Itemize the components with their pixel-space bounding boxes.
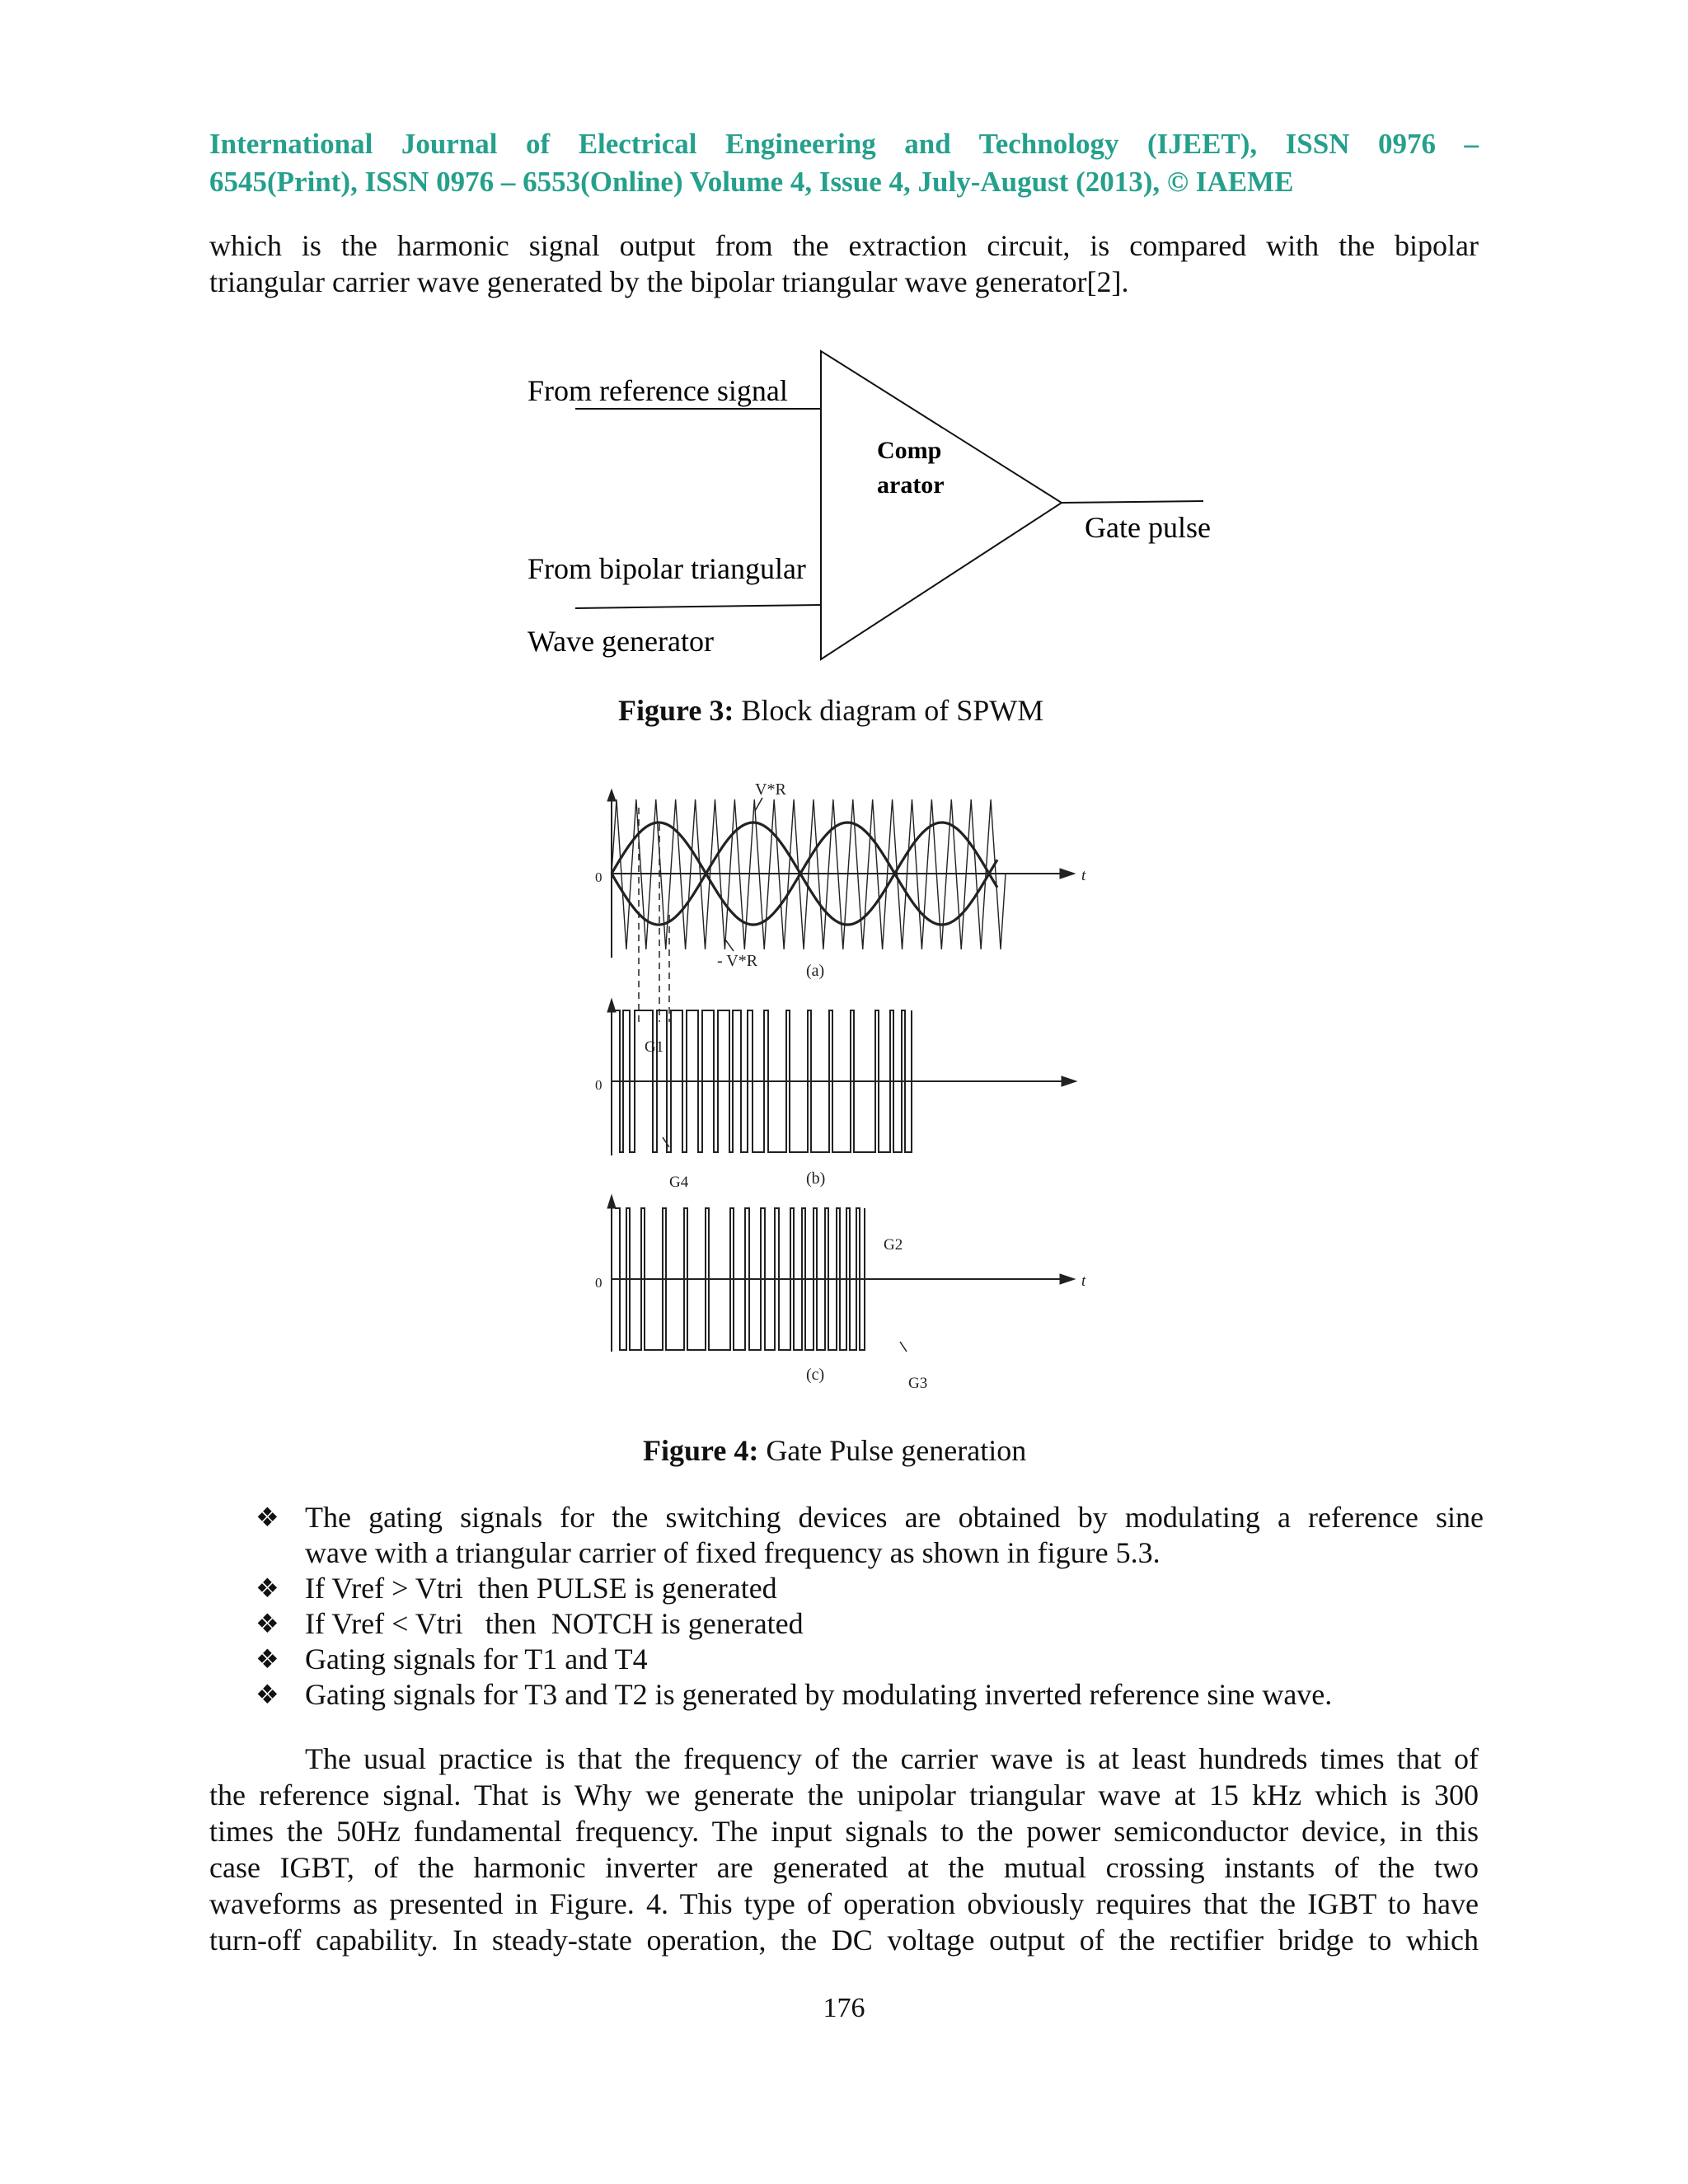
figure-4-caption <box>643 1432 1026 1469</box>
intro-paragraph <box>209 227 1479 300</box>
panel-c-time-arrow <box>1060 1274 1075 1284</box>
diamond-bullet-icon: ❖ <box>256 1573 279 1603</box>
label-g4: G4 <box>669 1174 689 1191</box>
body-paragraph <box>209 1741 1479 1958</box>
label-g1: G1 <box>645 1038 664 1056</box>
figure-3-block-diagram <box>495 338 1236 684</box>
body-line-6: turn-off capability. In steady-state operation, the DC voltage output of the rectifier bridge to which <box>209 1924 1479 1957</box>
bipolar-triangular-label: From bipolar triangular <box>528 552 806 585</box>
bullet-1-line-1: The gating signals for the switching devices are obtained by modulating a reference sine <box>305 1501 1484 1534</box>
label-panel-a: (a) <box>806 962 825 980</box>
panel-b-time-arrow <box>1062 1076 1076 1086</box>
bullet-4-text: Gating signals for T1 and T4 <box>305 1643 648 1675</box>
journal-header <box>209 125 1479 201</box>
list-item <box>256 1571 1484 1606</box>
label-t-c: t <box>1081 1272 1086 1290</box>
body-line-5: waveforms as presented in Figure. 4. This type of operation obviously requires that the IGBT to have <box>209 1887 1479 1920</box>
figure-3-caption <box>618 692 1043 729</box>
figure-3-caption-text: Block diagram of SPWM <box>734 694 1044 727</box>
intro-line-2: triangular carrier wave generated by the bipolar triangular wave generator[2]. <box>209 265 1129 298</box>
label-neg-vr: - V*R <box>717 952 758 970</box>
figure-3-caption-label: Figure 3: <box>618 694 734 727</box>
page-number: 176 <box>823 1993 865 2023</box>
panel-c-vertical-arrow <box>607 1195 616 1208</box>
list-item <box>256 1677 1484 1713</box>
list-item <box>256 1606 1484 1642</box>
bullet-3-text: If Vref < Vtri then NOTCH is generated <box>305 1607 804 1640</box>
figure-4-caption-label: Figure 4: <box>643 1434 759 1467</box>
gate-pulse-output-line <box>1062 501 1203 503</box>
diamond-bullet-icon: ❖ <box>256 1644 279 1674</box>
comparator-triangle <box>821 351 1062 659</box>
label-panel-c: (c) <box>806 1366 825 1384</box>
diamond-bullet-icon: ❖ <box>256 1680 279 1709</box>
list-item <box>256 1642 1484 1677</box>
label-panel-b: (b) <box>806 1169 826 1188</box>
body-line-1: The usual practice is that the frequency of the carrier wave is at least hundreds times that of <box>305 1742 1479 1775</box>
diamond-bullet-icon: ❖ <box>256 1502 279 1532</box>
label-vr: V*R <box>755 780 786 799</box>
body-line-3: times the 50Hz fundamental frequency. The input signals to the power semiconductor device, in this <box>209 1815 1479 1848</box>
label-zero-a: 0 <box>595 869 603 885</box>
intro-line-1: which is the harmonic signal output from the extraction circuit, is compared with the bipolar <box>209 229 1479 262</box>
comparator-label-2: arator <box>877 471 945 499</box>
journal-header-line2: 6545(Print), ISSN 0976 – 6553(Online) Volume 4, Issue 4, July-August (2013), © IAEME <box>209 166 1294 198</box>
label-zero-c: 0 <box>595 1275 603 1291</box>
list-item <box>256 1500 1484 1571</box>
neg-vr-pointer <box>725 940 734 951</box>
body-line-2: the reference signal. That is Why we generate the unipolar triangular wave at 15 kHz which is 300 <box>209 1779 1479 1811</box>
label-zero-b: 0 <box>595 1077 603 1093</box>
panel-a-vertical-arrow <box>607 790 616 801</box>
label-g3: G3 <box>908 1375 928 1392</box>
vr-pointer <box>755 798 762 811</box>
diamond-bullet-icon: ❖ <box>256 1609 279 1638</box>
panel-a-time-arrow <box>1060 869 1075 879</box>
label-t-a: t <box>1081 867 1086 884</box>
bullet-5-text: Gating signals for T3 and T2 is generated by modulating inverted reference sine wave. <box>305 1678 1333 1711</box>
body-line-4: case IGBT, of the harmonic inverter are generated at the mutual crossing instants of the two <box>209 1851 1479 1884</box>
label-g2: G2 <box>884 1236 903 1254</box>
triangular-input-line <box>575 605 821 608</box>
reference-signal-label: From reference signal <box>528 374 788 407</box>
gate-pulse-label: Gate pulse <box>1085 511 1211 544</box>
bullet-list <box>256 1500 1484 1713</box>
wave-generator-label: Wave generator <box>528 625 714 658</box>
g3-pointer <box>900 1342 907 1352</box>
bullet-1-line-2: wave with a triangular carrier of fixed frequency as shown in figure 5.3. <box>305 1536 1160 1569</box>
figure-4-waveforms <box>593 775 1104 1401</box>
journal-header-line1: International Journal of Electrical Engineering and Technology (IJEET), ISSN 0976 – <box>209 128 1479 160</box>
figure-4-caption-text: Gate Pulse generation <box>758 1434 1027 1467</box>
bullet-2-text: If Vref > Vtri then PULSE is generated <box>305 1572 777 1605</box>
panel-b-vertical-arrow <box>607 999 616 1012</box>
comparator-label-1: Comp <box>877 437 942 464</box>
